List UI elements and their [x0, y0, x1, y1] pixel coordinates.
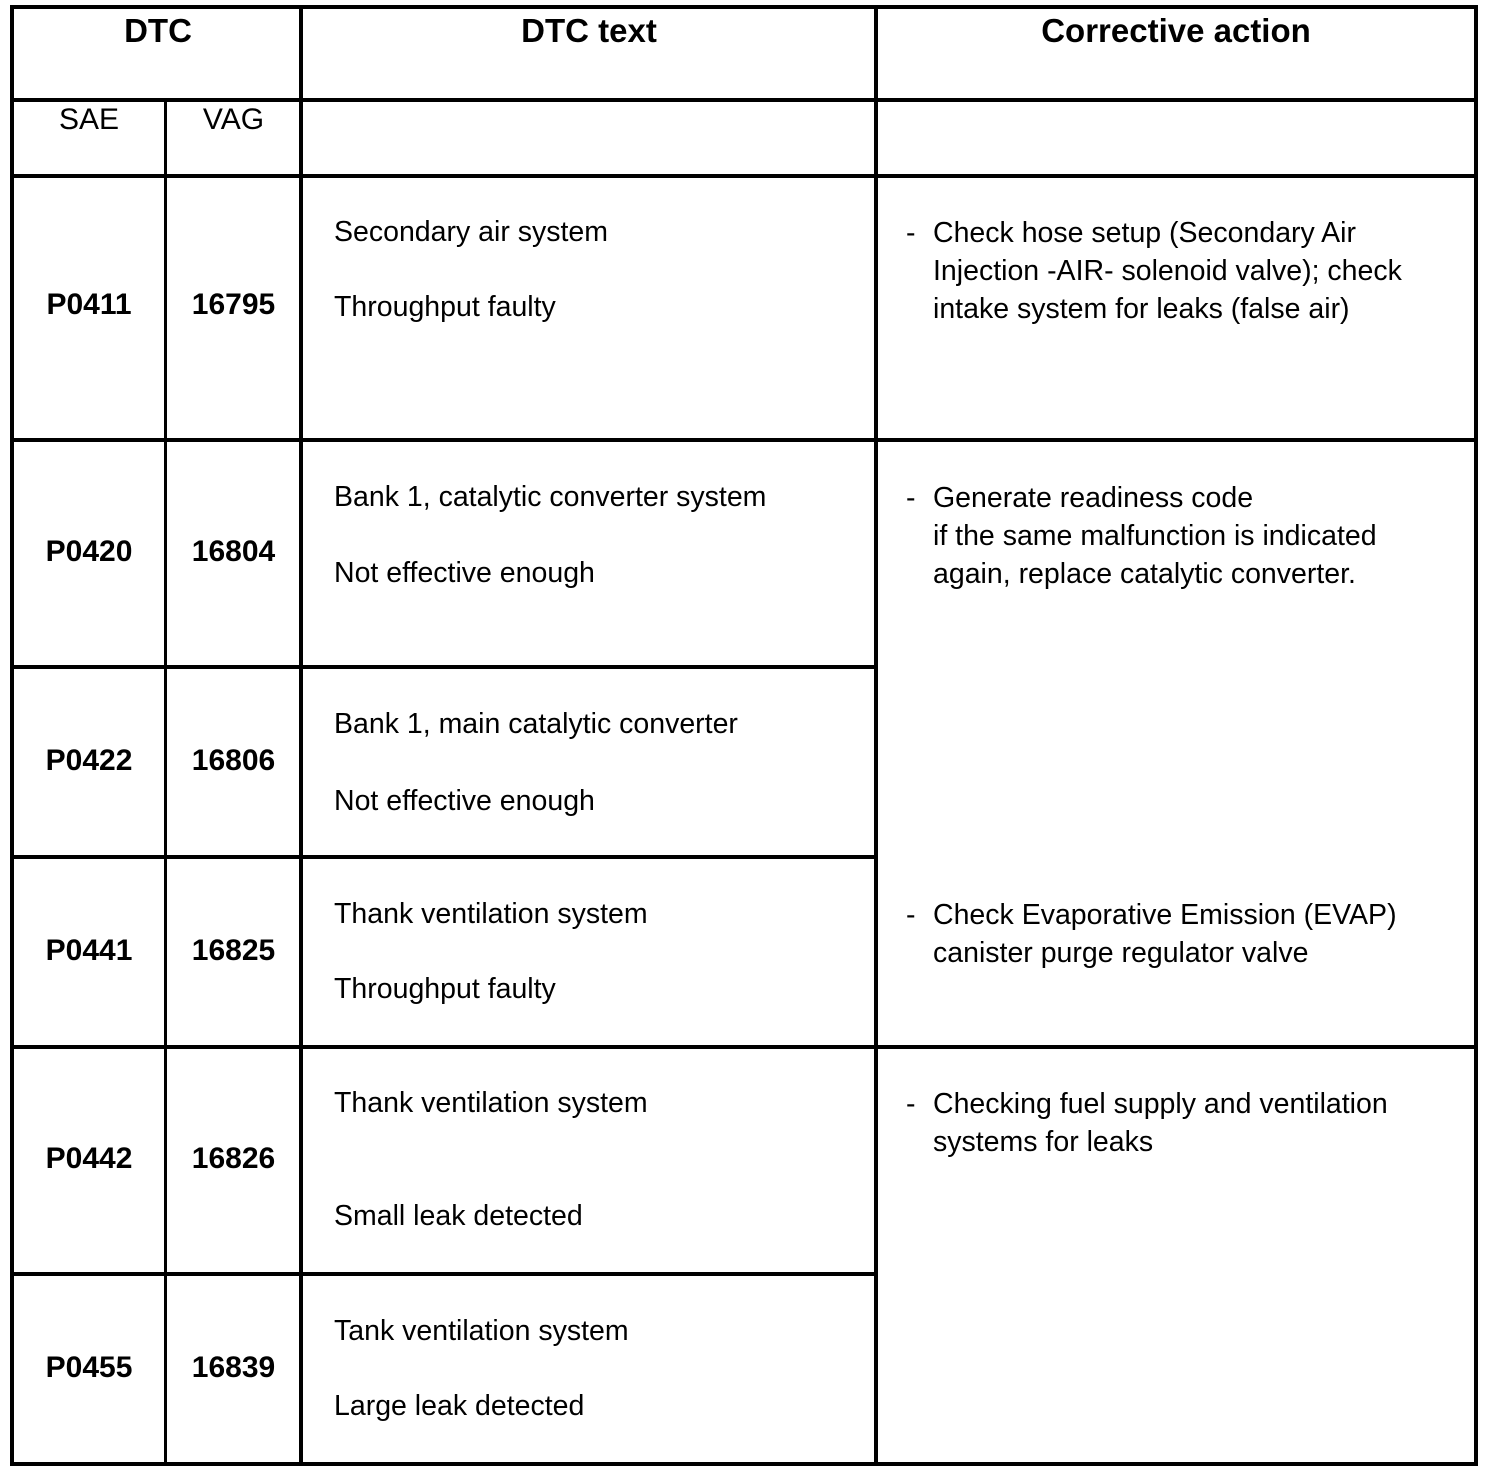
border-top	[10, 5, 1478, 9]
header-dtc-text: DTC text	[521, 12, 657, 49]
corrective-action-item	[906, 214, 1402, 328]
border-left	[10, 5, 14, 1466]
dtc-text-line: Throughput faulty	[334, 973, 556, 1005]
sae-code: P0422	[45, 744, 133, 777]
corrective-action-item	[906, 479, 1377, 593]
row-divider-1	[10, 438, 1478, 442]
bullet-dash: -	[906, 1088, 916, 1120]
row-divider-3	[10, 855, 876, 859]
sae-code: P0411	[46, 288, 132, 321]
sae-code: P0441	[45, 934, 133, 967]
vag-code: 16806	[191, 744, 276, 777]
vag-code: 16839	[191, 1351, 276, 1384]
action-line: Generate readiness code	[933, 482, 1254, 514]
bullet-dash: -	[906, 217, 916, 249]
row-divider-5	[10, 1272, 876, 1276]
action-line: if the same malfunction is indicated	[933, 520, 1377, 552]
row-divider-4	[10, 1045, 1478, 1049]
bullet-dash: -	[906, 482, 916, 514]
dtc-text-line: Secondary air system	[334, 216, 609, 248]
bullet-dash: -	[906, 899, 916, 931]
col-divider-text	[299, 5, 303, 1466]
col-divider-action	[874, 5, 878, 1466]
dtc-text-line: Large leak detected	[334, 1390, 585, 1422]
dtc-text-line: Small leak detected	[334, 1200, 583, 1232]
header-corrective-action: Corrective action	[1041, 12, 1311, 49]
action-line: canister purge regulator valve	[933, 937, 1309, 969]
vag-code: 16825	[191, 934, 276, 967]
corrective-action-item	[906, 896, 1397, 972]
dtc-text-line: Bank 1, main catalytic converter	[334, 708, 738, 740]
action-line: Check Evaporative Emission (EVAP)	[933, 899, 1397, 931]
row-divider-subheader	[10, 174, 1478, 178]
dtc-text-line: Thank ventilation system	[334, 1087, 648, 1119]
header-sae: SAE	[58, 103, 120, 136]
action-line: Check hose setup (Secondary Air	[933, 217, 1356, 249]
dtc-text-line: Tank ventilation system	[334, 1315, 629, 1347]
sae-code: P0455	[45, 1351, 133, 1384]
row-divider-header	[10, 98, 1478, 102]
dtc-text-line: Bank 1, catalytic converter system	[334, 481, 767, 513]
action-line: intake system for leaks (false air)	[933, 293, 1350, 325]
sae-code: P0442	[45, 1142, 133, 1175]
dtc-text-line: Throughput faulty	[334, 291, 556, 323]
action-line: Checking fuel supply and ventilation	[933, 1088, 1388, 1120]
vag-code: 16795	[191, 288, 276, 321]
action-line: systems for leaks	[933, 1126, 1154, 1158]
dtc-text-line: Not effective enough	[334, 785, 595, 817]
sae-code: P0420	[45, 535, 133, 568]
header-vag: VAG	[202, 103, 265, 136]
border-bottom	[10, 1462, 1478, 1466]
vag-code: 16826	[191, 1142, 276, 1175]
corrective-action-item	[906, 1085, 1388, 1161]
dtc-text-line: Thank ventilation system	[334, 898, 648, 930]
row-divider-2	[10, 665, 876, 669]
action-line: Injection -AIR- solenoid valve); check	[933, 255, 1402, 287]
vag-code: 16804	[191, 535, 276, 568]
action-line: again, replace catalytic converter.	[933, 558, 1356, 590]
border-right	[1474, 5, 1478, 1466]
header-dtc: DTC	[124, 12, 192, 49]
dtc-text-line: Not effective enough	[334, 557, 595, 589]
